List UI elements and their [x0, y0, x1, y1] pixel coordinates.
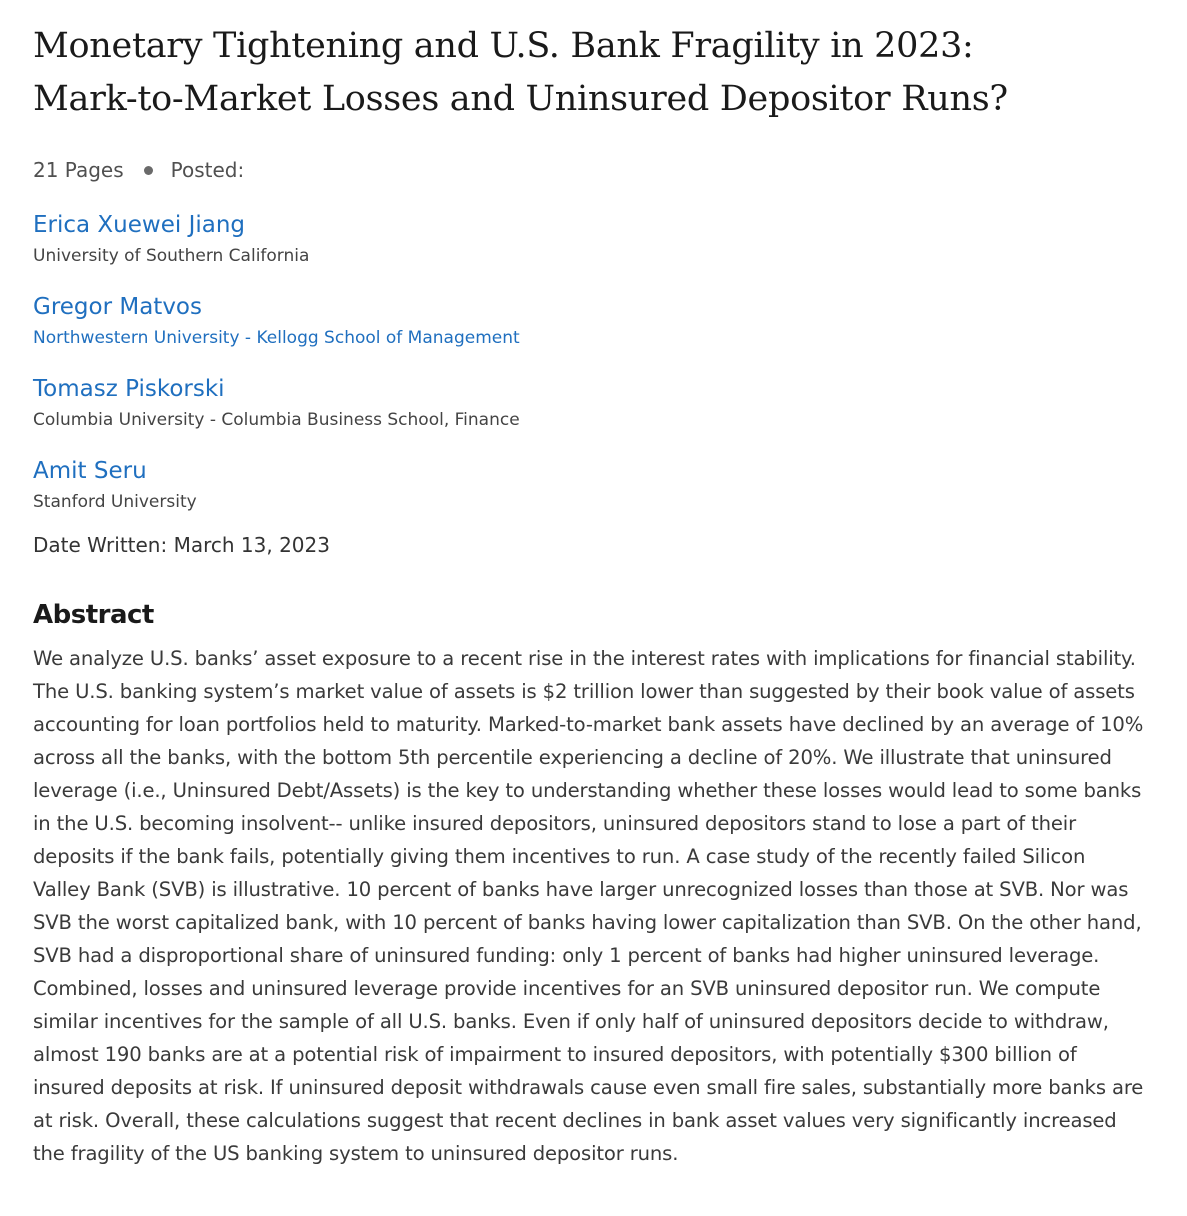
author-name-link[interactable]: Tomasz Piskorski — [33, 376, 225, 402]
title-line-1: Monetary Tightening and U.S. Bank Fragility in 2023: — [33, 26, 974, 66]
date-written: Date Written: March 13, 2023 — [33, 533, 330, 557]
title-line-2: Mark-to-Market Losses and Uninsured Depositor Runs? — [33, 79, 1008, 119]
author-name-link[interactable]: Erica Xuewei Jiang — [33, 212, 246, 238]
author-name-link[interactable]: Amit Seru — [33, 458, 147, 484]
author-entry — [33, 292, 1153, 350]
posted-label: Posted: — [170, 158, 245, 182]
author-affiliation-link[interactable]: Northwestern University - Kellogg School of Management — [33, 328, 520, 348]
author-entry — [33, 210, 1153, 268]
abstract-text: We analyze U.S. banks’ asset exposure to a recent rise in the interest rates with implications for financial stability. The U.S. banking system’s market value of assets is $2 trillion lower than suggested by their book value of assets accounting for loan portfolios held to maturity. Marked-to-market bank assets have declined by an average of 10% across all the banks, with the bottom 5th percentile experiencing a decline of 20%. We illustrate that uninsured leverage (i.e., Uninsured Debt/Assets) is the key to understanding whether these losses would lead to some banks in the U.S. becoming insolvent-- unlike insured depositors, uninsured depositors stand to lose a part of their deposits if the bank fails, potentially giving them incentives to run. A case study of the recently failed Silicon Valley Bank (SVB) is illustrative. 10 percent of banks have larger unrecognized losses than those at SVB. Nor was SVB the worst capitalized bank, with 10 percent of banks having lower capitalization than SVB. On the other hand, SVB had a disproportional share of uninsured funding: only 1 percent of banks had higher uninsured leverage. Combined, losses and uninsured leverage provide incentives for an SVB uninsured depositor run. We compute similar incentives for the sample of all U.S. banks. Even if only half of uninsured depositors decide to withdraw, almost 190 banks are at a potential risk of impairment to insured depositors, with potentially $300 billion of insured deposits at risk. If uninsured deposit withdrawals cause even small fire sales, substantially more banks are at risk. Overall, these calculations suggest that recent declines in bank asset values very significantly increased the fragility of the US banking system to uninsured depositor runs. — [33, 647, 1144, 1165]
bullet-separator-icon — [144, 166, 153, 175]
author-affiliation: Columbia University - Columbia Business School, Finance — [33, 410, 520, 430]
author-entry — [33, 374, 1153, 432]
author-affiliation: University of Southern California — [33, 246, 310, 266]
abstract-heading: Abstract — [33, 600, 154, 630]
author-name-link[interactable]: Gregor Matvos — [33, 294, 202, 320]
author-affiliation: Stanford University — [33, 492, 197, 512]
paper-title — [33, 0, 1153, 126]
author-entry — [33, 456, 1153, 514]
author-list — [33, 210, 1153, 514]
page-count: 21 Pages — [33, 158, 124, 182]
paper-meta — [33, 157, 1153, 183]
